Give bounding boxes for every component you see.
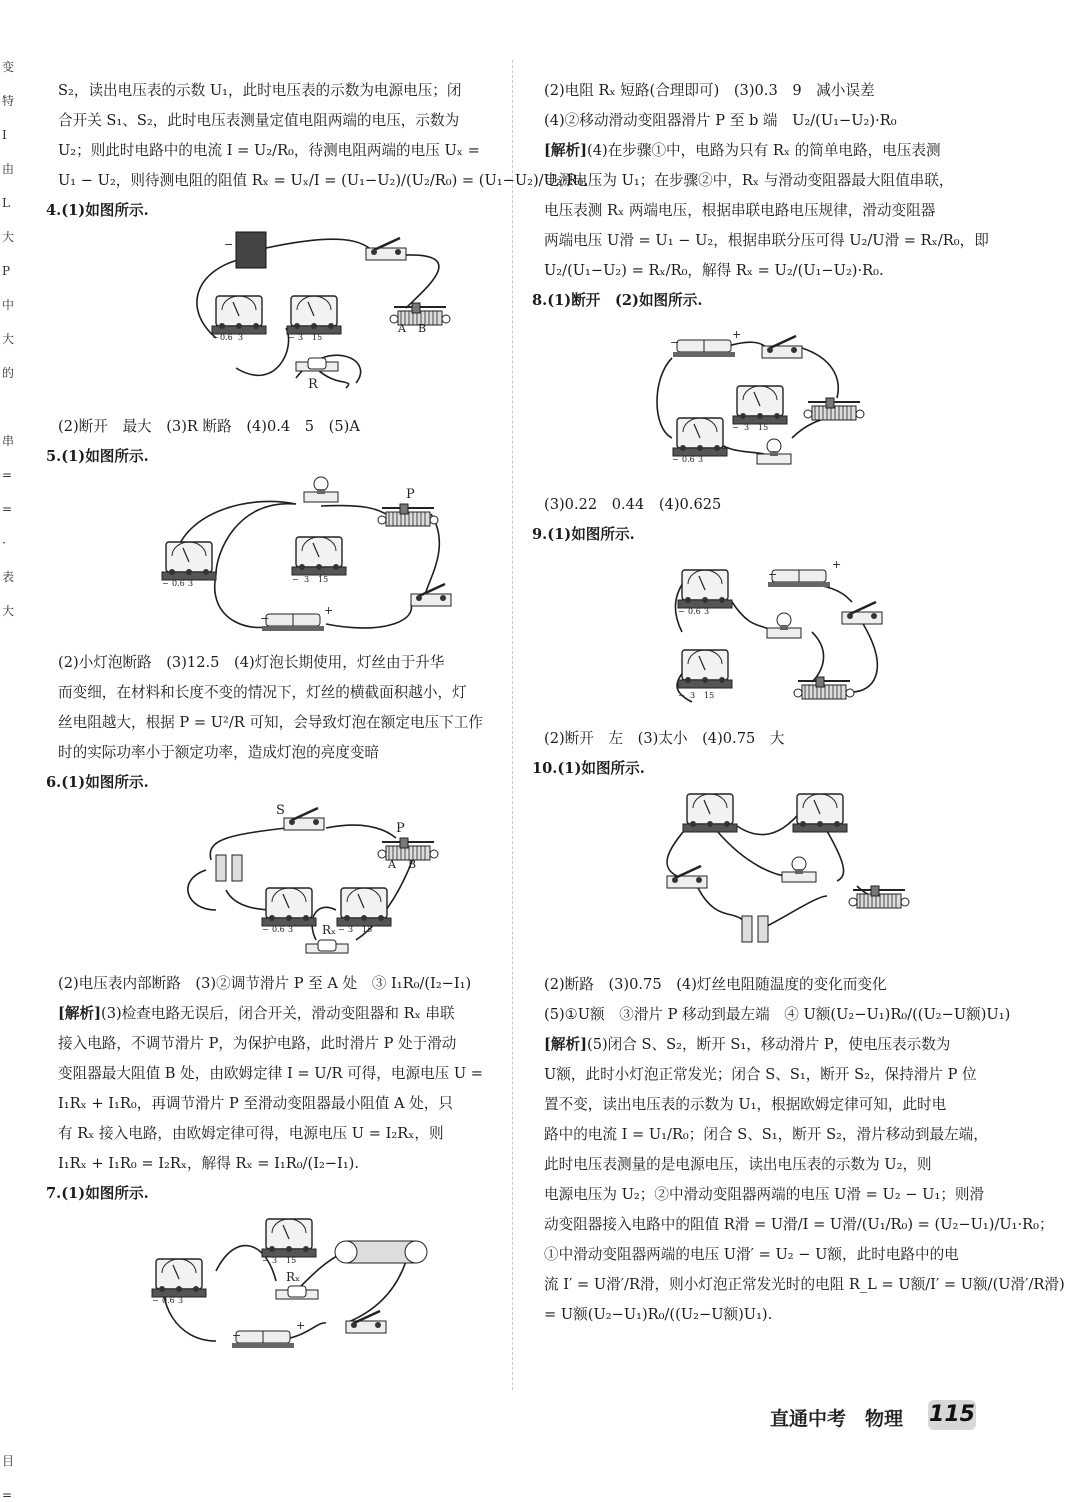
circuit-figure xyxy=(46,228,498,408)
line-text: 电源电压为 U₁；在步骤②中，Rₓ 与滑动变阻器最大阻值串联， xyxy=(544,172,954,189)
line-text: U₁ − U₂，则待测电阻的阻值 Rₓ = Uₓ/I = (U₁−U₂)/(U₂/R₀) = (U₁−U₂)/U₂·R₀. xyxy=(58,172,588,189)
line-text: 路中的电流 I = U₁/R₀；闭合 S、S₁，断开 S₂，滑片移动到最左端， xyxy=(544,1126,988,1143)
svg-text:3: 3 xyxy=(348,925,354,934)
text-line xyxy=(532,1210,1054,1240)
gutter-char: L xyxy=(2,196,10,210)
text-line xyxy=(46,708,498,738)
rheostat xyxy=(378,504,438,526)
rheostat xyxy=(849,886,909,908)
line-text: 有 Rₓ 接入电路，由欧姆定律可得，电源电压 U = I₂Rₓ，则 xyxy=(58,1125,444,1142)
svg-text:−: − xyxy=(678,691,685,700)
rheostat xyxy=(794,677,854,699)
line-text: (3)0.22 0.44 (4)0.625 xyxy=(544,496,722,513)
svg-text:15: 15 xyxy=(312,333,323,342)
page-number: 115 xyxy=(928,1400,976,1430)
line-text: (2)电压表内部断路 (3)②调节滑片 P 至 A 处 ③ I₁R₀/(I₂−I₁) xyxy=(58,975,472,992)
meter xyxy=(212,296,266,334)
line-text: ①中滑动变阻器两端的电压 U滑′ = U₂ − U额，此时电路中的电 xyxy=(544,1246,959,1263)
svg-text:−: − xyxy=(672,455,679,464)
svg-text:−: − xyxy=(338,925,345,934)
text-line xyxy=(46,678,498,708)
light-bulb xyxy=(767,613,801,638)
gutter-char: 表 xyxy=(2,570,15,584)
line-text: 电源电压为 U₂；②中滑动变阻器两端的电压 U滑 = U₂ − U₁；则滑 xyxy=(544,1186,985,1203)
text-line xyxy=(532,106,987,136)
svg-text:0.6: 0.6 xyxy=(172,579,185,588)
gutter-char: 大 xyxy=(2,604,15,618)
analysis-tag: [解析] xyxy=(544,1036,587,1053)
svg-text:0.6: 0.6 xyxy=(162,1296,175,1305)
svg-text:−: − xyxy=(262,925,269,934)
meter xyxy=(678,650,732,688)
svg-text:−: − xyxy=(678,607,685,616)
line-text: (3)检查电路无误后，闭合开关，滑动变阻器和 Rₓ 串联 xyxy=(101,1005,455,1022)
text-line xyxy=(532,970,987,1000)
text-line xyxy=(46,969,498,999)
circuit-diagram-f7 xyxy=(46,1211,466,1356)
svg-text:B: B xyxy=(418,322,427,335)
svg-text:−: − xyxy=(732,423,739,432)
line-text: 接入电路，不调节滑片 P，为保护电路，此时滑片 P 处于滑动 xyxy=(58,1035,457,1052)
svg-text:+: + xyxy=(296,1319,306,1332)
svg-text:P: P xyxy=(406,487,415,502)
rheostat-large xyxy=(335,1241,427,1263)
circuit-figure xyxy=(46,800,498,965)
line-text: 10.(1)如图所示. xyxy=(532,760,645,777)
switch xyxy=(667,866,707,888)
switch xyxy=(842,602,882,624)
analysis-tag: [解析] xyxy=(58,1005,101,1022)
svg-text:0.6: 0.6 xyxy=(688,607,701,616)
line-text: 时的实际功率小于额定功率，造成灯泡的亮度变暗 xyxy=(58,744,380,761)
svg-text:15: 15 xyxy=(362,925,373,934)
text-line xyxy=(532,724,987,754)
text-line xyxy=(532,1150,987,1180)
text-line xyxy=(532,1060,987,1090)
switch xyxy=(346,1311,386,1333)
light-bulb xyxy=(782,857,816,882)
text-line xyxy=(46,1149,498,1179)
line-text: 两端电压 U滑 = U₁ − U₂，根据串联分压可得 U₂/U滑 = Rₓ/R₀，即 xyxy=(544,232,989,249)
svg-text:A: A xyxy=(398,322,406,335)
switch xyxy=(284,808,324,830)
text-line xyxy=(532,1000,1011,1030)
svg-text:B: B xyxy=(408,858,417,871)
line-text: (2)电阻 Rₓ 短路(合理即可) (3)0.3 9 减小误差 xyxy=(544,82,875,99)
meter xyxy=(287,296,341,334)
text-line xyxy=(532,226,987,256)
svg-text:3: 3 xyxy=(698,455,704,464)
text-line xyxy=(46,1029,498,1059)
question-heading xyxy=(46,768,498,798)
svg-text:−: − xyxy=(768,568,778,581)
svg-text:Rₓ: Rₓ xyxy=(322,923,337,937)
gutter-char: = xyxy=(2,1488,13,1502)
battery-cells xyxy=(216,855,242,881)
line-text: 7.(1)如图所示. xyxy=(46,1185,149,1202)
svg-text:3: 3 xyxy=(690,691,696,700)
circuit-figure xyxy=(532,786,987,966)
text-line xyxy=(46,738,498,768)
text-line xyxy=(46,106,498,136)
circuit-figure xyxy=(532,552,987,720)
meter xyxy=(733,386,787,424)
svg-text:+: + xyxy=(732,328,742,341)
circuit-diagram-f4 xyxy=(46,228,466,408)
question-heading xyxy=(46,1179,498,1209)
battery-pack xyxy=(232,1331,294,1348)
svg-text:Rₓ: Rₓ xyxy=(286,1270,301,1284)
svg-text:−: − xyxy=(260,612,270,625)
svg-text:−: − xyxy=(152,1296,159,1305)
svg-text:3: 3 xyxy=(304,575,310,584)
text-line xyxy=(46,1059,498,1089)
svg-text:0.6: 0.6 xyxy=(272,925,285,934)
question-heading xyxy=(46,196,498,226)
text-line xyxy=(46,999,498,1029)
line-text: S₂，读出电压表的示数 U₁，此时电压表的示数为电源电压；闭 xyxy=(58,82,462,99)
gutter-char: 特 xyxy=(2,94,15,108)
analysis-tag: [解析] xyxy=(544,142,587,159)
text-line xyxy=(46,648,498,678)
line-text: 流 I′ = U滑′/R滑，则小灯泡正常发光时的电阻 R_L = U额/I′ = U额/(U滑′/R滑) xyxy=(544,1276,1065,1293)
circuit-diagram-f5 xyxy=(46,474,466,644)
line-text: (5)①U额 ③滑片 P 移动到最左端 ④ U额(U₂−U₁)R₀/((U₂−U额)U₁) xyxy=(544,1006,1011,1023)
text-line xyxy=(532,1180,987,1210)
svg-text:15: 15 xyxy=(318,575,329,584)
gutter-char: 的 xyxy=(2,366,15,380)
gutter-char: P xyxy=(2,264,11,278)
gutter-char: = xyxy=(2,468,13,482)
meter xyxy=(678,570,732,608)
meter xyxy=(673,418,727,456)
line-text: (4)②移动滑动变阻器滑片 P 至 b 端 U₂/(U₁−U₂)·R₀ xyxy=(544,112,897,129)
svg-text:−: − xyxy=(262,1256,269,1265)
line-text: 9.(1)如图所示. xyxy=(532,526,635,543)
line-text: (2)断开 最大 (3)R 断路 (4)0.4 5 (5)A xyxy=(58,418,360,435)
text-line xyxy=(532,196,987,226)
svg-text:−: − xyxy=(292,575,299,584)
circuit-diagram-f6 xyxy=(46,800,466,965)
meter xyxy=(162,542,216,580)
gutter-char: 中 xyxy=(2,298,15,312)
question-heading xyxy=(532,754,987,784)
text-line xyxy=(532,1240,987,1270)
text-line xyxy=(532,1120,987,1150)
svg-text:+: + xyxy=(324,604,334,617)
meter xyxy=(683,794,737,832)
text-line xyxy=(532,1030,987,1060)
line-text: (2)断开 左 (3)太小 (4)0.75 大 xyxy=(544,730,785,747)
question-heading xyxy=(532,286,987,316)
line-text: (5)闭合 S、S₂，断开 S₁，移动滑片 P，使电压表示数为 xyxy=(587,1036,951,1053)
text-line xyxy=(46,1089,498,1119)
switch xyxy=(366,238,406,260)
line-text: U₂/(U₁−U₂) = Rₓ/R₀，解得 Rₓ = U₂/(U₁−U₂)·R₀. xyxy=(544,262,884,279)
line-text: 5.(1)如图所示. xyxy=(46,448,149,465)
switch xyxy=(762,336,802,358)
text-line xyxy=(532,1300,987,1330)
resistor xyxy=(276,1286,318,1299)
line-text: 8.(1)断开 (2)如图所示. xyxy=(532,292,703,309)
battery-pack xyxy=(262,614,324,631)
line-text: I₁Rₓ + I₁R₀ = I₂Rₓ，解得 Rₓ = I₁R₀/(I₂−I₁). xyxy=(58,1155,359,1172)
svg-text:+: + xyxy=(832,558,842,571)
svg-text:A: A xyxy=(388,858,396,871)
meter xyxy=(337,888,391,926)
gutter-char: 串 xyxy=(2,434,15,448)
svg-text:15: 15 xyxy=(704,691,715,700)
right-column xyxy=(532,76,1065,1330)
meter xyxy=(152,1259,206,1297)
svg-text:−: − xyxy=(212,333,219,342)
gutter-char: · xyxy=(2,536,6,550)
circuit-figure xyxy=(46,1211,498,1356)
gutter-char: 大 xyxy=(2,230,15,244)
text-line xyxy=(532,490,987,520)
switch xyxy=(411,584,451,606)
line-text: 4.(1)如图所示. xyxy=(46,202,149,219)
line-text: 变阻器最大阻值 B 处，由欧姆定律 I = U/R 可得，电源电压 U = xyxy=(58,1065,484,1082)
meter xyxy=(262,888,316,926)
svg-text:−: − xyxy=(288,333,295,342)
svg-text:−: − xyxy=(232,1329,242,1342)
text-line xyxy=(46,166,588,196)
svg-text:15: 15 xyxy=(758,423,769,432)
battery-stack xyxy=(236,232,266,268)
battery-pack xyxy=(768,570,830,587)
svg-text:3: 3 xyxy=(188,579,194,588)
column-divider xyxy=(512,60,513,1390)
line-text: 而变细，在材料和长度不变的情况下，灯丝的横截面积越小，灯 xyxy=(58,684,467,701)
line-text: = U额(U₂−U₁)R₀/((U₂−U额)U₁). xyxy=(544,1306,773,1323)
svg-text:3: 3 xyxy=(704,607,710,616)
resistor xyxy=(306,940,348,953)
line-text: (2)断路 (3)0.75 (4)灯丝电阻随温度的变化而变化 xyxy=(544,976,887,993)
circuit-figure xyxy=(46,474,498,644)
text-line xyxy=(46,136,498,166)
line-text: 此时电压表测量的是电源电压，读出电压表的示数为 U₂，则 xyxy=(544,1156,932,1173)
line-text: 动变阻器接入电路中的阻值 R滑 = U滑/I = U滑/(U₁/R₀) = (U₂−U₁)/U₁·R₀； xyxy=(544,1216,1054,1233)
battery-pack xyxy=(673,340,735,357)
svg-text:0.6: 0.6 xyxy=(682,455,695,464)
gutter-char: = xyxy=(2,502,13,516)
gutter-char: 变 xyxy=(2,60,15,74)
text-line xyxy=(532,136,987,166)
svg-text:3: 3 xyxy=(178,1296,184,1305)
battery-cells xyxy=(742,916,768,942)
svg-text:0.6: 0.6 xyxy=(220,333,233,342)
light-bulb xyxy=(304,477,338,502)
circuit-diagram-f8 xyxy=(532,318,952,486)
text-line xyxy=(532,256,987,286)
line-text: 6.(1)如图所示. xyxy=(46,774,149,791)
svg-text:−: − xyxy=(670,336,680,349)
question-heading xyxy=(46,442,498,472)
light-bulb xyxy=(757,439,791,464)
line-text: 合开关 S₁、S₂，此时电压表测量定值电阻两端的电压，示数为 xyxy=(58,112,460,129)
gutter-char: I xyxy=(2,128,7,142)
svg-text:3: 3 xyxy=(272,1256,278,1265)
line-text: 置不变，读出电压表的示数为 U₁，根据欧姆定律可知，此时电 xyxy=(544,1096,947,1113)
text-line xyxy=(532,166,987,196)
gutter-char: 大 xyxy=(2,332,15,346)
line-text: 电压表测 Rₓ 两端电压，根据串联电路电压规律，滑动变阻器 xyxy=(544,202,936,219)
book-title: 直通中考 物理 xyxy=(770,1408,904,1430)
text-line xyxy=(46,76,498,106)
line-text: (2)小灯泡断路 (3)12.5 (4)灯泡长期使用，灯丝由于升华 xyxy=(58,654,445,671)
line-text: U₂；则此时电路中的电流 I = U₂/R₀，待测电阻两端的电压 Uₓ = xyxy=(58,142,480,159)
text-line xyxy=(46,1119,498,1149)
meter xyxy=(292,537,346,575)
circuit-diagram-f10 xyxy=(532,786,952,966)
svg-text:−: − xyxy=(162,579,169,588)
svg-text:15: 15 xyxy=(286,1256,297,1265)
svg-text:S: S xyxy=(276,803,285,818)
question-heading xyxy=(532,520,987,550)
svg-text:3: 3 xyxy=(298,333,304,342)
text-line xyxy=(532,76,987,106)
meter xyxy=(793,794,847,832)
svg-text:3: 3 xyxy=(744,423,750,432)
circuit-diagram-f9 xyxy=(532,552,952,720)
resistor xyxy=(296,358,338,371)
meter xyxy=(262,1219,316,1257)
svg-text:3: 3 xyxy=(238,333,244,342)
circuit-figure xyxy=(532,318,987,486)
line-text: U额，此时小灯泡正常发光；闭合 S、S₁，断开 S₂，保持滑片 P 位 xyxy=(544,1066,977,1083)
text-line xyxy=(532,1090,987,1120)
text-line xyxy=(46,412,498,442)
line-text: (4)在步骤①中，电路为只有 Rₓ 的简单电路，电压表测 xyxy=(587,142,941,159)
svg-text:3: 3 xyxy=(288,925,294,934)
line-text: 丝电阻越大，根据 P = U²/R 可知，会导致灯泡在额定电压下工作 xyxy=(58,714,483,731)
rheostat xyxy=(804,398,864,420)
text-line xyxy=(532,1270,1065,1300)
svg-text:−: − xyxy=(224,238,234,251)
svg-text:R: R xyxy=(308,377,318,392)
line-text: I₁Rₓ + I₁R₀，再调节滑片 P 至滑动变阻器最小阻值 A 处，只 xyxy=(58,1095,453,1112)
gutter-char: 由 xyxy=(2,162,15,176)
svg-text:P: P xyxy=(396,821,405,836)
rheostat xyxy=(378,838,438,860)
gutter-char: 目 xyxy=(2,1454,15,1468)
